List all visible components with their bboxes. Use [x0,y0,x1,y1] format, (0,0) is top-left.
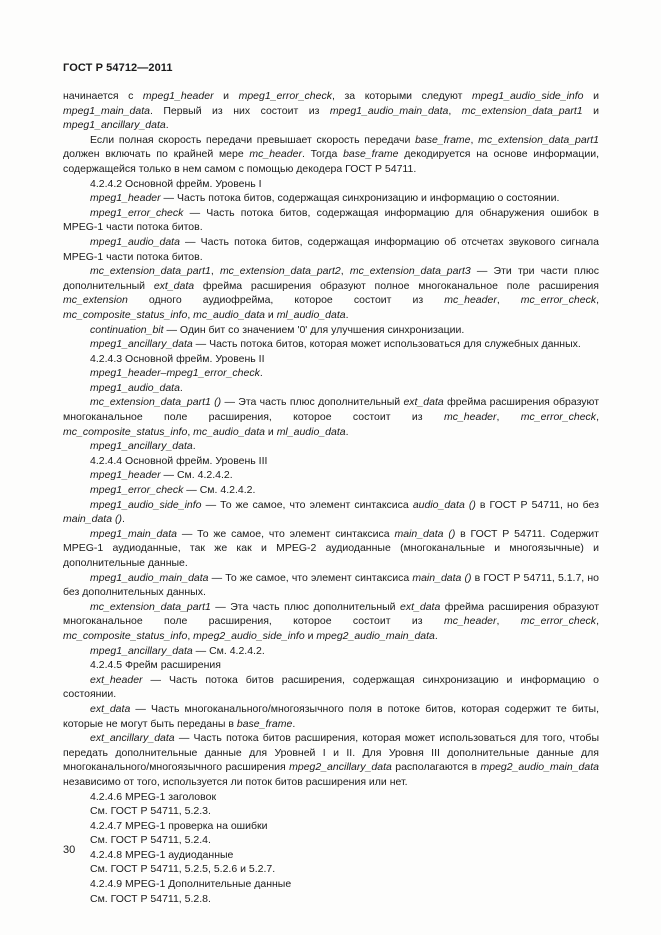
paragraph: ext_header — Часть потока битов расширения, содержащая синхронизацию и информацию о состоянии. [63,673,599,701]
document-body [63,89,599,906]
paragraph: См. ГОСТ Р 54711, 5.2.3. [90,805,211,818]
paragraph: См. ГОСТ Р 54711, 5.2.5, 5.2.6 и 5.2.7. [90,863,276,876]
paragraph: mc_extension_data_part1, mc_extension_data_part2, mc_extension_data_part3 — Эти три части плюс дополнительный ext_data фрейма расширения образуют полное многоканальное поле расширения mc_extension одного аудиофрейма, которое состоит из mc_header, mc_error_check, mc_composite_status_info, mc_audio_data и ml_audio_data. [63,265,599,321]
paragraph: 4.2.4.7 MPEG-1 проверка на ошибки [90,819,268,832]
page-number: 30 [63,844,76,856]
paragraph: начинается с mpeg1_header и mpeg1_error_check, за которыми следуют mpeg1_audio_side_info и mpeg1_main_data. Первый из них состоит из mpeg1_audio_main_data, mc_extension_data_part1 и mpeg1_ancillary_data. [63,90,599,132]
paragraph: mpeg1_audio_data — Часть потока битов, содержащая информацию об отсчетах звукового сигнала MPEG-1 части потока битов. [63,235,599,263]
paragraph: 4.2.4.8 MPEG-1 аудиоданные [90,848,234,861]
paragraph: mpeg1_audio_data. [90,381,183,394]
paragraph: 4.2.4.6 MPEG-1 заголовок [90,790,217,803]
paragraph: 4.2.4.5 Фрейм расширения [90,659,221,672]
standard-header: ГОСТ Р 54712—2011 [63,62,173,74]
paragraph: mpeg1_main_data — То же самое, что элемент синтаксиса main_data () в ГОСТ Р 54711. Содержит MPEG-1 аудиоданные, так же как и MPEG-2 аудиоданные (многоканальные и многоязычные) и дополнительные данные. [63,527,599,569]
paragraph: 4.2.4.4 Основной фрейм. Уровень III [90,454,268,467]
paragraph: mc_extension_data_part1 () — Эта часть плюс дополнительный ext_data фрейма расширения образуют многоканальное поле расширения, которое состоит из mc_header, mc_error_check, mc_composite_status_info, mc_audio_data и ml_audio_data. [63,396,599,438]
paragraph: Если полная скорость передачи превышает скорость передачи base_frame, mc_extension_data_part1 должен включать по крайней мере mc_header. Тогда base_frame декодируется на основе информации, содержащейся только в нем самом с помощью декодера ГОСТ Р 54711. [63,133,599,175]
paragraph: mpeg1_header–mpeg1_error_check. [90,367,263,380]
paragraph: mpeg1_audio_main_data — То же самое, что элемент синтаксиса main_data () в ГОСТ Р 54711, 5.1.7, но без дополнительных данных. [63,571,599,599]
paragraph: ext_data — Часть многоканального/многоязычного поля в потоке битов, которая содержит те биты, которые не могут быть переданы в base_frame. [63,702,599,730]
paragraph: mpeg1_error_check — См. 4.2.4.2. [90,484,256,497]
paragraph: mpeg1_ancillary_data — См. 4.2.4.2. [90,644,265,657]
paragraph: ext_ancillary_data — Часть потока битов расширения, которая может использоваться для того, чтобы передать дополнительные данные для Уровней I и II. Для Уровня III дополнительные данные для многоканального/многоязычного расширения mpeg2_ancillary_data располагаются в mpeg2_audio_main_data независимо от того, используется ли поток битов расширения или нет. [63,732,599,788]
paragraph: См. ГОСТ Р 54711, 5.2.8. [90,892,211,905]
paragraph: mpeg1_audio_side_info — То же самое, что элемент синтаксиса audio_data () в ГОСТ Р 54711, но без main_data (). [63,498,599,526]
paragraph: mpeg1_header — См. 4.2.4.2. [90,469,233,482]
paragraph: mpeg1_header — Часть потока битов, содержащая синхронизацию и информацию о состоянии. [90,192,560,205]
paragraph: mpeg1_ancillary_data. [90,440,196,453]
paragraph: continuation_bit — Один бит со значением '0' для улучшения синхронизации. [90,323,465,336]
paragraph: mc_extension_data_part1 — Эта часть плюс дополнительный ext_data фрейма расширения образуют многоканальное поле расширения, которое состоит из mc_header, mc_error_check, mc_composite_status_info, mpeg2_audio_side_info и mpeg2_audio_main_data. [63,600,599,642]
paragraph: 4.2.4.3 Основной фрейм. Уровень II [90,352,265,365]
paragraph: 4.2.4.9 MPEG-1 Дополнительные данные [90,878,292,891]
paragraph: 4.2.4.2 Основной фрейм. Уровень I [90,177,262,190]
paragraph: См. ГОСТ Р 54711, 5.2.4. [90,834,211,847]
paragraph: mpeg1_error_check — Часть потока битов, содержащая информацию для обнаружения ошибок в MPEG-1 части потока битов. [63,206,599,234]
paragraph: mpeg1_ancillary_data — Часть потока битов, которая может использоваться для служебных данных. [90,338,581,351]
